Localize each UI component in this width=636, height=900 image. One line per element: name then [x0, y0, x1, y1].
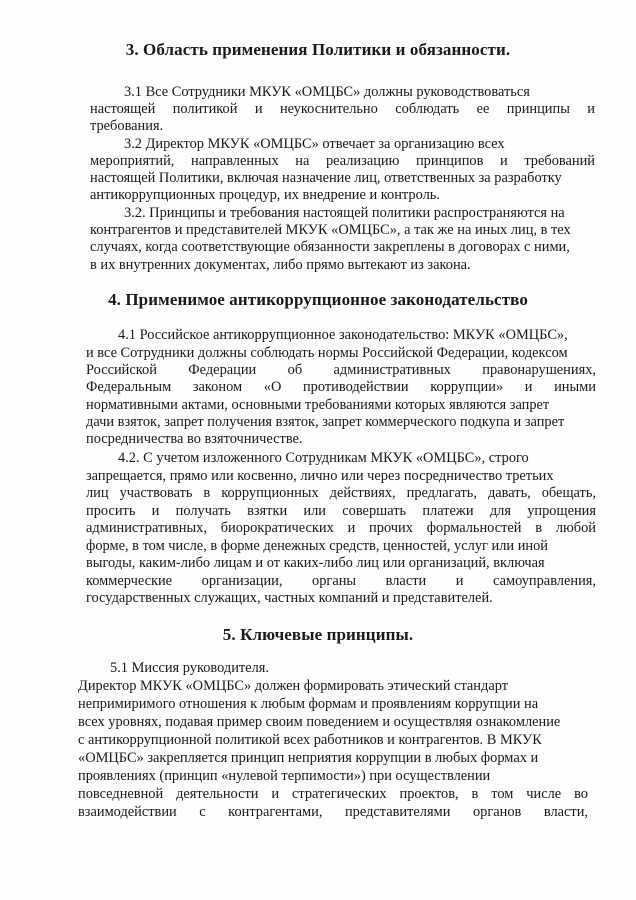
section-3-line-2: настоящей политикой и неукоснительно соблюдать ее принципы и — [90, 101, 595, 117]
section-4-line-3: Российской Федерации об административных правонарушениях, — [86, 362, 596, 378]
section-4-line-4: Федеральным законом «О противодействии коррупции» и иными — [86, 379, 596, 395]
section-4-line-1: 4.1 Российское антикоррупционное законодательство: МКУК «ОМЦБС», — [118, 327, 568, 343]
section-4-line-10: лиц участвовать в коррупционных действиях, предлагать, давать, обещать, — [86, 485, 596, 501]
section-5-line-8: повседневной деятельности и стратегических проектов, в том числе во — [78, 786, 588, 802]
section-5-heading: 5. Ключевые принципы. — [222, 625, 414, 644]
section-5-line-3: непримиримого отношения к любым формам и проявлениям коррупции на — [78, 696, 539, 712]
section-4-line-11: просить и получать взятки или совершать платежи для упрощения — [86, 503, 596, 519]
section-5-line-4: всех уровнях, подавая пример своим поведением и осуществляя ознакомление — [78, 714, 561, 730]
section-4-heading: 4. Применимое антикоррупционное законодательство — [108, 290, 528, 309]
section-4-line-8: 4.2. С учетом изложенного Сотрудникам МКУК «ОМЦБС», строго — [118, 450, 529, 466]
section-4-line-9: запрещается, прямо или косвенно, лично или через посредничество третьих — [86, 468, 554, 484]
section-3-line-9: контрагентов и представителей МКУК «ОМЦБС», а так же на иных лиц, в тех — [90, 222, 571, 238]
section-5-line-5: с антикоррупционной политикой всех работников и контрагентов. В МКУК — [78, 732, 542, 748]
section-3-line-7: антикоррупционных процедур, их внедрение и контроль. — [90, 187, 440, 203]
section-3-line-5: мероприятий, направленных на реализацию принципов и требований — [90, 153, 595, 169]
section-5-line-9: взаимодействии с контрагентами, представителями органов власти, — [78, 804, 588, 820]
section-3-heading: 3. Область применения Политики и обязанности. — [125, 40, 511, 59]
section-3-line-11: в их внутренних документах, либо прямо вытекают из закона. — [90, 257, 471, 273]
section-4-line-14: выгоды, каким-либо лицам и от каких-либо лиц или организаций, включая — [86, 555, 545, 571]
section-3-line-10: случаях, когда соответствующие обязанности закреплены в договорах с ними, — [90, 239, 570, 255]
section-3-line-6: настоящей Политики, включая назначение лиц, ответственных за разработку — [90, 170, 562, 186]
section-4-line-16: государственных служащих, частных компаний и представителей. — [86, 590, 493, 606]
section-4-line-12: административных, биорократических и прочих формальностей в любой — [86, 520, 596, 536]
section-5-line-1: 5.1 Миссия руководителя. — [110, 660, 270, 676]
section-4-line-13: форме, в том числе, в форме денежных средств, ценностей, услуг или иной — [86, 538, 548, 554]
section-3-line-1: 3.1 Все Сотрудники МКУК «ОМЦБС» должны руководствоваться — [124, 84, 530, 100]
section-4-line-15: коммерческие организации, органы власти и самоуправления, — [86, 573, 596, 589]
section-5-line-6: «ОМЦБС» закрепляется принцип неприятия коррупции в любых формах и — [78, 750, 539, 766]
section-5-line-7: проявлениях (принцип «нулевой терпимости») при осуществлении — [78, 768, 491, 784]
section-4-line-6: дачи взяток, запрет получения взяток, запрет коммерческого подкупа и запрет — [86, 414, 565, 430]
section-5-line-2: Директор МКУК «ОМЦБС» должен формировать этический стандарт — [78, 678, 508, 694]
section-3-line-4: 3.2 Директор МКУК «ОМЦБС» отвечает за организацию всех — [124, 136, 505, 152]
section-3-line-8: 3.2. Принципы и требования настоящей политики распространяются на — [124, 205, 565, 221]
section-3-line-3: требования. — [90, 118, 164, 134]
section-4-line-7: посредничества во взяточничестве. — [86, 431, 303, 447]
section-4-line-2: и все Сотрудники должны соблюдать нормы Российской Федерации, кодексом — [86, 345, 568, 361]
section-4-line-5: нормативными актами, основными требованиями которых являются запрет — [86, 397, 550, 413]
